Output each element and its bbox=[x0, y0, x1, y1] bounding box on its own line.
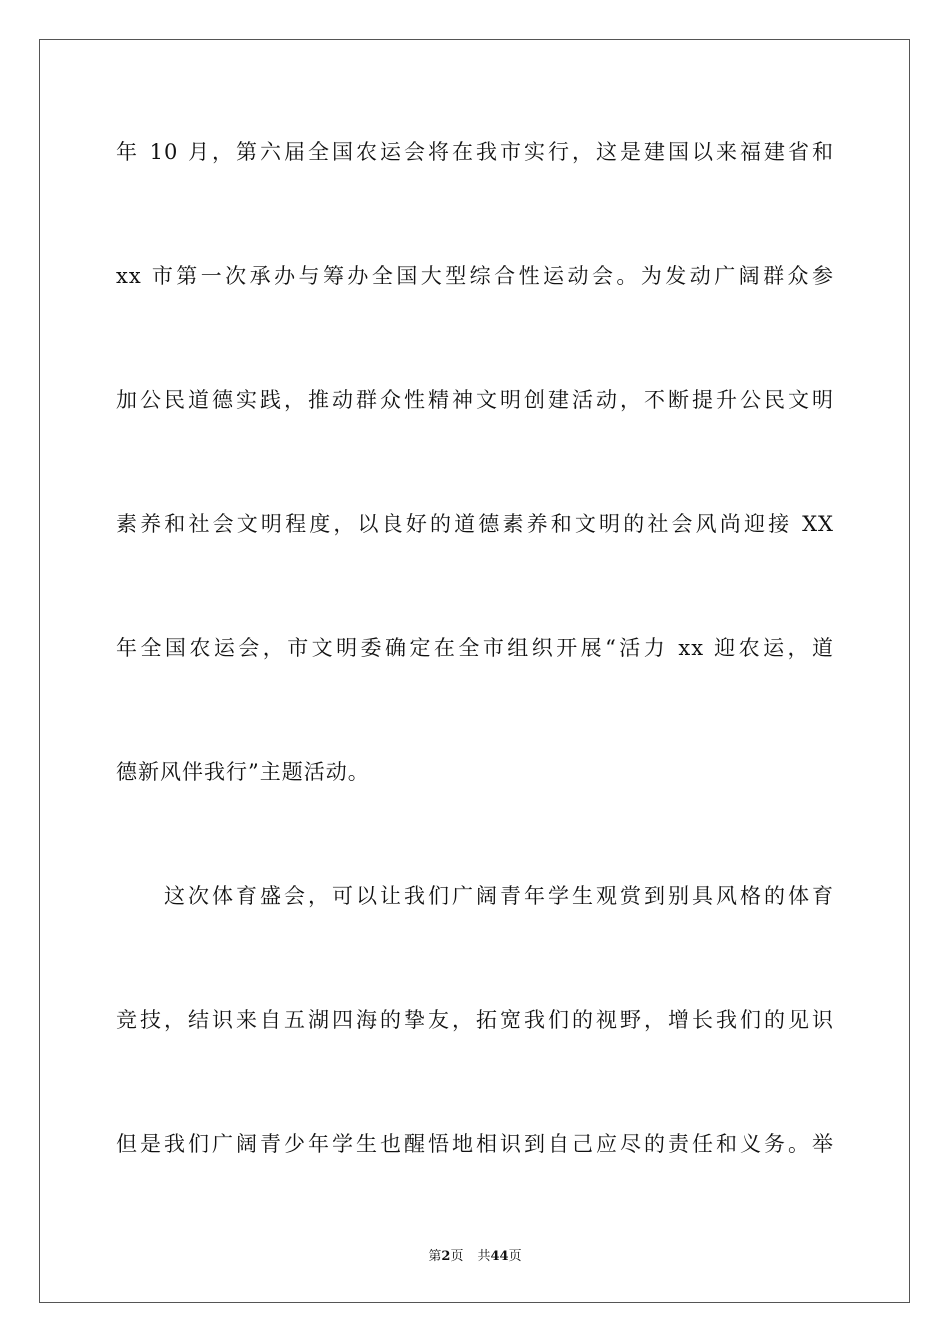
total-prefix: 共 bbox=[477, 1249, 491, 1264]
paragraph-first-line: 这次体育盛会，可以让我们广阔青年学生观赏到别具风格的体育 bbox=[164, 884, 834, 908]
page-frame bbox=[39, 39, 910, 1303]
text-line: 素养和社会文明程度，以良好的道德素养和文明的社会风尚迎接 XX bbox=[116, 512, 834, 536]
text-line: 但是我们广阔青少年学生也醒悟地相识到自己应尽的责任和义务。举 bbox=[116, 1132, 834, 1156]
text-line: xx 市第一次承办与筹办全国大型综合性运动会。为发动广阔群众参 bbox=[116, 264, 834, 288]
text-line: 年 10 月，第六届全国农运会将在我市实行，这是建国以来福建省和 bbox=[116, 140, 834, 164]
text-line: 年全国农运会，市文明委确定在全市组织开展“活力 xx 迎农运，道 bbox=[116, 636, 834, 660]
text-line: 竞技，结识来自五湖四海的挚友，拓宽我们的视野，增长我们的见识 bbox=[116, 1008, 834, 1032]
text-line: 加公民道德实践，推动群众性精神文明创建活动，不断提升公民文明 bbox=[116, 388, 834, 412]
page-suffix: 页 bbox=[450, 1249, 464, 1264]
total-suffix: 页 bbox=[508, 1249, 522, 1264]
total-pages: 44 bbox=[490, 1249, 509, 1264]
page-prefix: 第 bbox=[428, 1249, 442, 1264]
page-footer bbox=[0, 1248, 950, 1266]
text-line: 德新风伴我行”主题活动。 bbox=[116, 760, 370, 784]
page-number: 2 bbox=[441, 1249, 451, 1264]
